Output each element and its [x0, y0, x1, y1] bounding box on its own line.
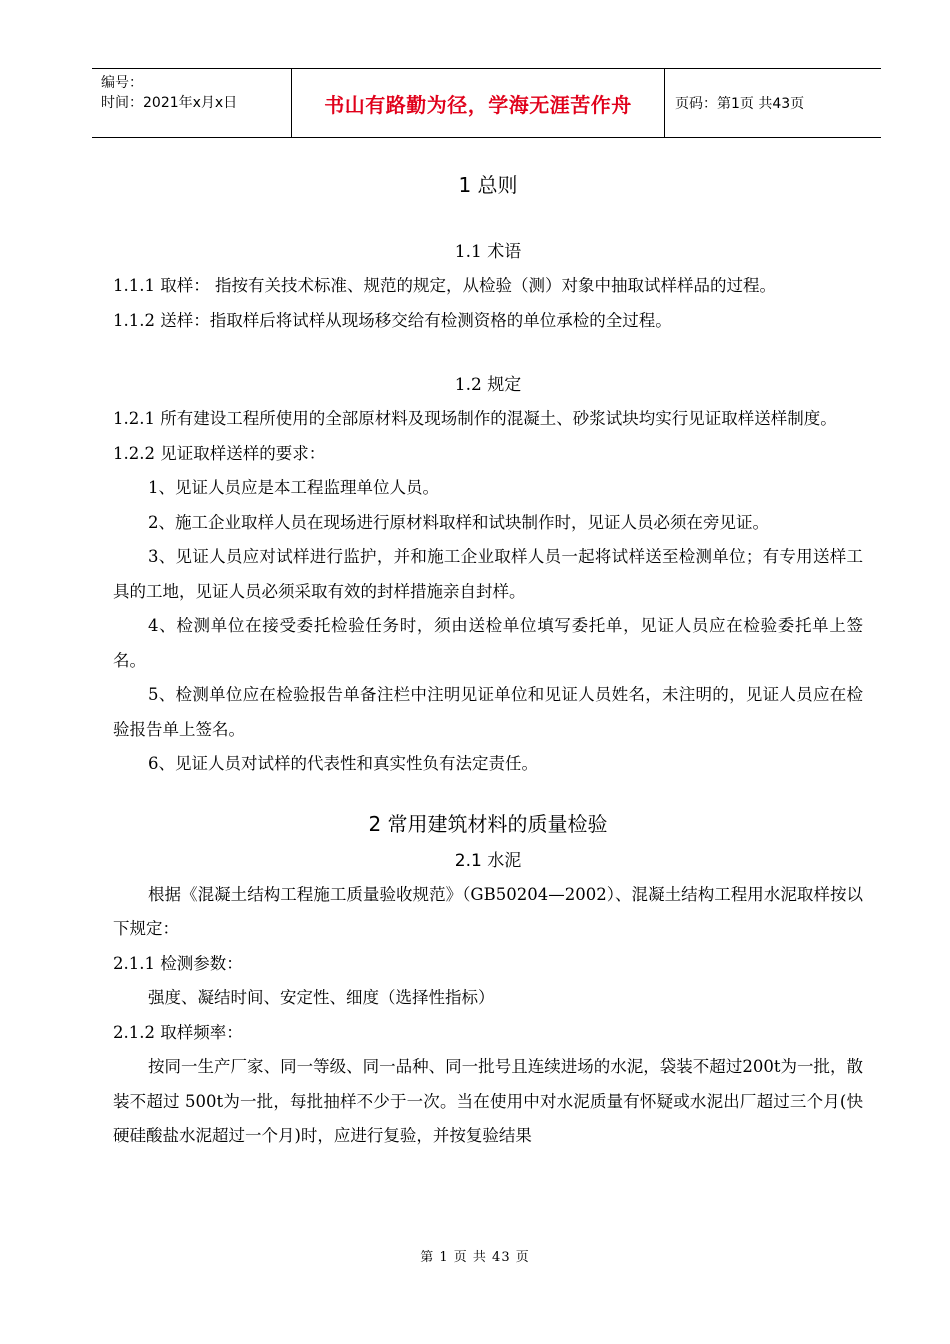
clause-1-1-2: 1.1.2 送样：指取样后将试样从现场移交给有检测资格的单位承检的全过程。: [113, 310, 672, 330]
section-1-1-title: 1.1 术语: [454, 242, 522, 262]
requirement-1: 1、见证人员应是本工程监理单位人员。: [148, 478, 439, 497]
section-2-1-title: 2.1 水泥: [454, 850, 522, 871]
clause-2-1-1: 2.1.1 检测参数：: [113, 953, 243, 973]
document-body: [113, 165, 863, 1154]
requirement-4: 4、检测单位在接受委托检验任务时，须由送检单位填写委托单，见证人员应在检验委托单上签名。: [113, 616, 863, 670]
requirement-2: 2、施工企业取样人员在现场进行原材料取样和试块制作时，见证人员必须在旁见证。: [148, 512, 769, 532]
document-header: [92, 68, 881, 138]
cement-intro: 根据《混凝土结构工程施工质量验收规范》（GB50204—2002）、混凝土结构工程用水泥取样按以下规定：: [113, 884, 863, 938]
clause-2-1-2: 2.1.2 取样频率：: [113, 1022, 243, 1042]
doc-time-label: 时间：2021年x月x日: [101, 95, 238, 111]
clause-2-1-1-body: 强度、凝结时间、安定性、细度（选择性指标）: [148, 988, 495, 1007]
header-meta: [92, 69, 292, 137]
clause-2-1-2-body: 按同一生产厂家、同一等级、同一品种、同一批号且连续进场的水泥，袋装不超过200t为一批，散装不超过 500t为一批，每批抽样不少于一次。当在使用中对水泥质量有怀疑或水泥出厂超过三个月(快硬硅酸盐水泥超过一个月)时，应进行复验，并按复验结果: [113, 1057, 863, 1145]
header-motto: 书山有路勤为径，学海无涯苦作舟: [292, 69, 665, 137]
requirement-5: 5、检测单位应在检验报告单备注栏中注明见证单位和见证人员姓名，未注明的，见证人员应在检验报告单上签名。: [113, 685, 863, 739]
requirement-6: 6、见证人员对试样的代表性和真实性负有法定责任。: [148, 754, 538, 773]
section-1-2-title: 1.2 规定: [454, 375, 522, 395]
requirement-3: 3、见证人员应对试样进行监护，并和施工企业取样人员一起将试样送至检测单位；有专用送样工具的工地，见证人员必须采取有效的封样措施亲自封样。: [113, 547, 863, 601]
section-1-title: 1 总则: [458, 173, 518, 197]
header-page-info: 页码：第1页 共43页: [675, 96, 805, 112]
clause-1-2-2: 1.2.2 见证取样送样的要求：: [113, 443, 326, 463]
doc-number-label: 编号：: [101, 75, 143, 91]
page-footer: 第 1 页 共 43 页: [420, 1250, 530, 1265]
clause-1-2-1: 1.2.1 所有建设工程所使用的全部原材料及现场制作的混凝土、砂浆试块均实行见证取样送样制度。: [113, 409, 837, 428]
section-2-title: 2 常用建筑材料的质量检验: [368, 811, 608, 836]
clause-1-1-1: 1.1.1 取样： 指按有关技术标准、规范的规定，从检验（测）对象中抽取试样样品的过程。: [113, 276, 776, 295]
